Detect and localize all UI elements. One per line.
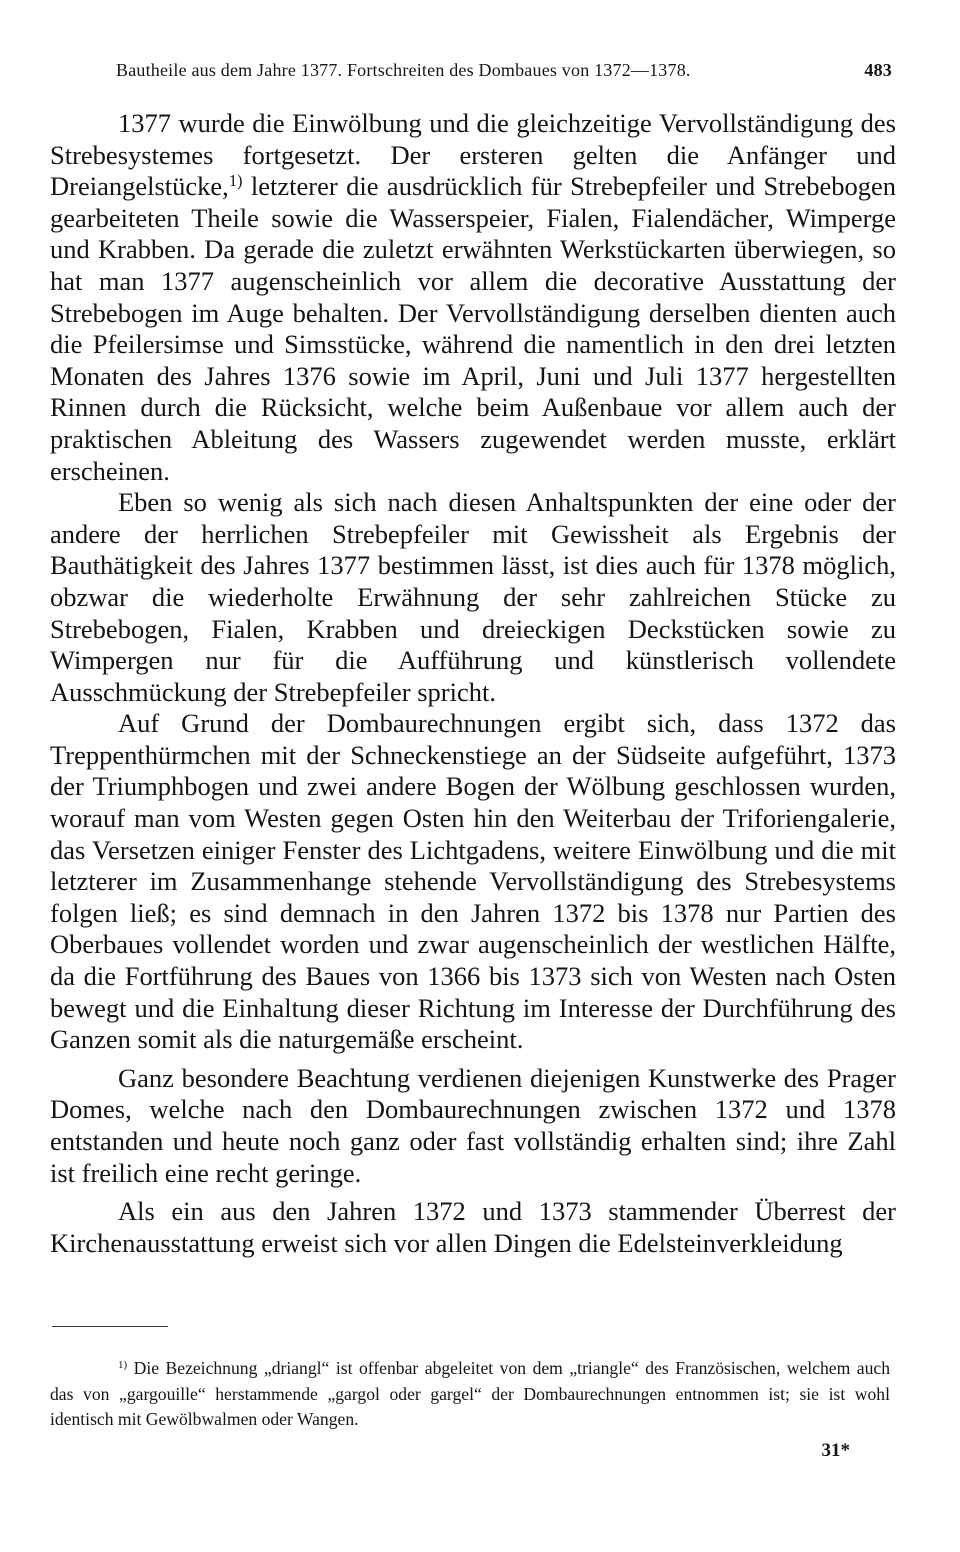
- signature-mark: 31*: [821, 1440, 850, 1461]
- footnote-reference[interactable]: 1): [228, 171, 243, 191]
- paragraph: Ganz besondere Beachtung verdienen diejenigen Kunstwerke des Prager Domes, welche nach den Dombaurechnungen zwischen 1372 und 1378 entstanden und heute noch ganz oder fast vollständig erhalten sind; ihre Zahl ist freilich eine recht geringe.: [50, 1062, 896, 1188]
- running-header: [116, 60, 892, 86]
- main-text: [50, 108, 896, 1259]
- footnote: [50, 1356, 890, 1433]
- footnote-divider: [52, 1326, 168, 1327]
- paragraph: Eben so wenig als sich nach diesen Anhaltspunkten der eine oder der andere der herrlichen Strebepfeiler mit Gewissheit als Ergebnis der Bauthätigkeit des Jahres 1377 bestimmen lässt, ist dies auch für 1378 möglich, obzwar die wiederholte Erwähnung der sehr zahlreichen Stücke zu Strebebogen, Fialen, Krabben und dreieckigen Deckstücken sowie zu Wimpergen nur für die Aufführung und künstlerisch vollendete Ausschmückung der Strebepfeiler spricht.: [50, 487, 896, 707]
- footnote-text: Die Bezeichnung „driangl“ ist offenbar abgeleitet von dem „triangle“ des Französischen, welchem auch das von „gargouille“ herstammende „gargol oder gargel“ der Dombaurechnungen entnommen ist; sie ist wohl identisch mit Gewölbwalmen oder Wangen.: [50, 1358, 890, 1429]
- paragraph: Als ein aus den Jahren 1372 und 1373 stammender Überrest der Kirchenausstattung erweist sich vor allen Dingen die Edelsteinverkleidung: [50, 1196, 896, 1258]
- running-title: Bautheile aus dem Jahre 1377. Fortschreiten des Dombaues von 1372—1378.: [116, 60, 691, 80]
- footnote-marker: 1): [118, 1359, 128, 1371]
- footnotes: [50, 1356, 890, 1433]
- paragraph-text-continued: letzterer die ausdrücklich für Strebepfeiler und Strebebogen gearbeiteten Theile sowie die Wasserspeier, Fialen, Fialendächer, Wimperge und Krabben. Da gerade die zuletzt erwähnten Werkstückarten überwiegen, so hat man 1377 augenscheinlich vor allem die decorative Ausstattung der Strebebogen im Auge behalten. Der Vervollständigung derselben dienten auch die Pfeilersimse und Simsstücke, während die namentlich in den drei letzten Monaten des Jahres 1376 sowie im April, Juni und Juli 1377 hergestellten Rinnen durch die Rücksicht, welche beim Außenbaue vor allem auch der praktischen Ableitung des Wassers zugewendet werden musste, erklärt erscheinen.: [50, 171, 896, 486]
- paragraph-text: 1377 wurde die Einwölbung und die gleichzeitige Vervollständigung des Strebesystemes fortgesetzt. Der ersteren gelten die Anfänger und Dreiangelstücke,: [50, 108, 896, 202]
- paragraph: Auf Grund der Dombaurechnungen ergibt sich, dass 1372 das Treppenthürmchen mit der Schneckenstiege an der Südseite aufgeführt, 1373 der Triumphbogen und zwei andere Bogen der Wölbung geschlossen wurden, worauf man vom Westen gegen Osten hin den Weiterbau der Triforiengalerie, das Versetzen einiger Fenster des Lichtgadens, weitere Einwölbung und die mit letzterer im Zusammenhange stehende Vervollständigung des Strebesystems folgen ließ; es sind demnach in den Jahren 1372 bis 1378 nur Partien des Oberbaues vollendet worden und zwar augenscheinlich der westlichen Hälfte, da die Fortführung des Baues von 1366 bis 1373 sich von Westen nach Osten bewegt und die Einhaltung dieser Richtung im Interesse der Durchführung des Ganzen somit als die naturgemäße erscheint.: [50, 708, 896, 1055]
- page-number: 483: [864, 60, 892, 80]
- paragraph: [50, 108, 896, 487]
